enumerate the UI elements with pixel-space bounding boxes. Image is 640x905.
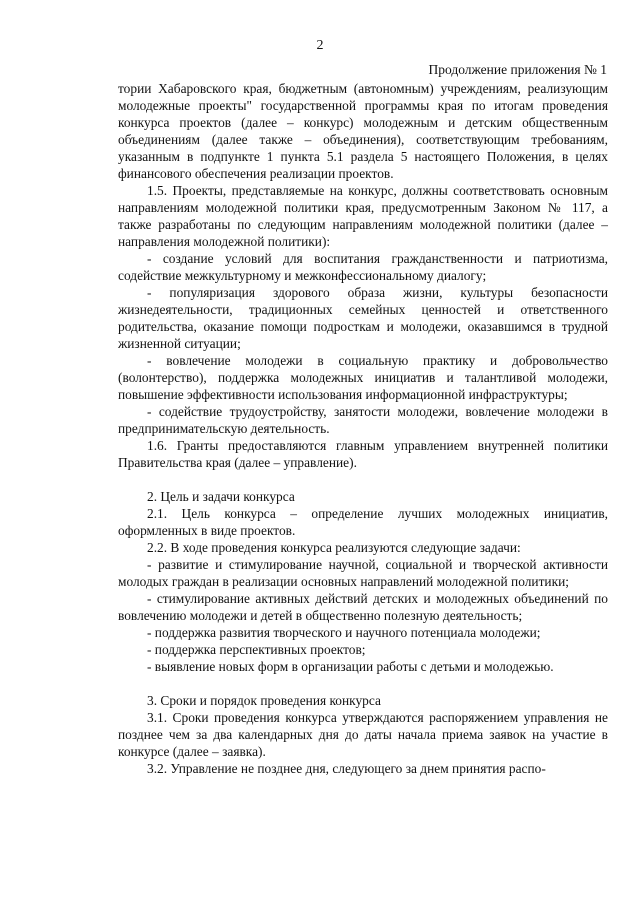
paragraph: - содействие трудоустройству, занятости молодежи, вовлечение молодежи в предпринимательскую деятельность. — [118, 404, 608, 436]
paragraph: 2.1. Цель конкурса – определение лучших молодежных инициатив, оформленных в виде проектов. — [118, 506, 608, 538]
paragraph: - выявление новых форм в организации работы с детьми и молодежью. — [147, 659, 554, 674]
appendix-continuation-note: Продолжение приложения № 1 — [428, 62, 607, 77]
section-spacer — [118, 675, 608, 692]
section-spacer — [118, 471, 608, 488]
paragraph: - поддержка развития творческого и научного потенциала молодежи; — [147, 625, 541, 640]
paragraph: 3.1. Сроки проведения конкурса утверждаются распоряжением управления не позднее чем за два календарных дня до даты начала приема заявок на участие в конкурсе (далее – заявка). — [118, 710, 608, 759]
paragraph: тории Хабаровского края, бюджетным (автономным) учреждениям, реализующим молодежные проекты" государственной программы края по итогам проведения конкурса проектов (далее – конкурс) молодежным и детским общественным объединениям (далее также – объединения), соответствующим требованиям, указанным в подпункте 1 пункта 5.1 раздела 5 настоящего Положения, в целях финансового обеспечения реализации проектов. — [118, 81, 608, 181]
paragraph: - вовлечение молодежи в социальную практику и добровольчество (волонтерство), поддержка молодежных инициатив и талантливой молодежи, повышение эффективности использования информационной инфраструктуры; — [118, 353, 608, 402]
paragraph: 3.2. Управление не позднее дня, следующего за днем принятия распо- — [147, 761, 546, 776]
paragraph: - стимулирование активных действий детских и молодежных объединений по вовлечению молодежи и детей в общественно полезную деятельность; — [118, 591, 608, 623]
paragraph: 1.5. Проекты, представляемые на конкурс, должны соответствовать основным направлениям молодежной политики края, предусмотренным Законом № 117, а также разработаны по следующим направлениям молодежной политики (далее – направления молодежной политики): — [118, 183, 608, 249]
section-heading: 3. Сроки и порядок проведения конкурса — [147, 693, 381, 708]
paragraph: - создание условий для воспитания гражданственности и патриотизма, содействие межкультурному и межконфессиональному диалогу; — [118, 251, 608, 283]
paragraph: - развитие и стимулирование научной, социальной и творческой активности молодых граждан в реализации основных направлений молодежной политики; — [118, 557, 608, 589]
page-number: 2 — [316, 38, 324, 53]
section-heading: 2. Цель и задачи конкурса — [147, 489, 295, 504]
document-body — [118, 80, 608, 777]
paragraph: - поддержка перспективных проектов; — [147, 642, 366, 657]
paragraph: 2.2. В ходе проведения конкурса реализуются следующие задачи: — [147, 540, 521, 555]
paragraph: - популяризация здорового образа жизни, культуры безопасности жизнедеятельности, традиционных семейных ценностей и ответственного родительства, оказание помощи подросткам и молодежи, оказавшимся в трудной жизненной ситуации; — [118, 285, 608, 351]
paragraph: 1.6. Гранты предоставляются главным управлением внутренней политики Правительства края (далее – управление). — [118, 438, 608, 470]
